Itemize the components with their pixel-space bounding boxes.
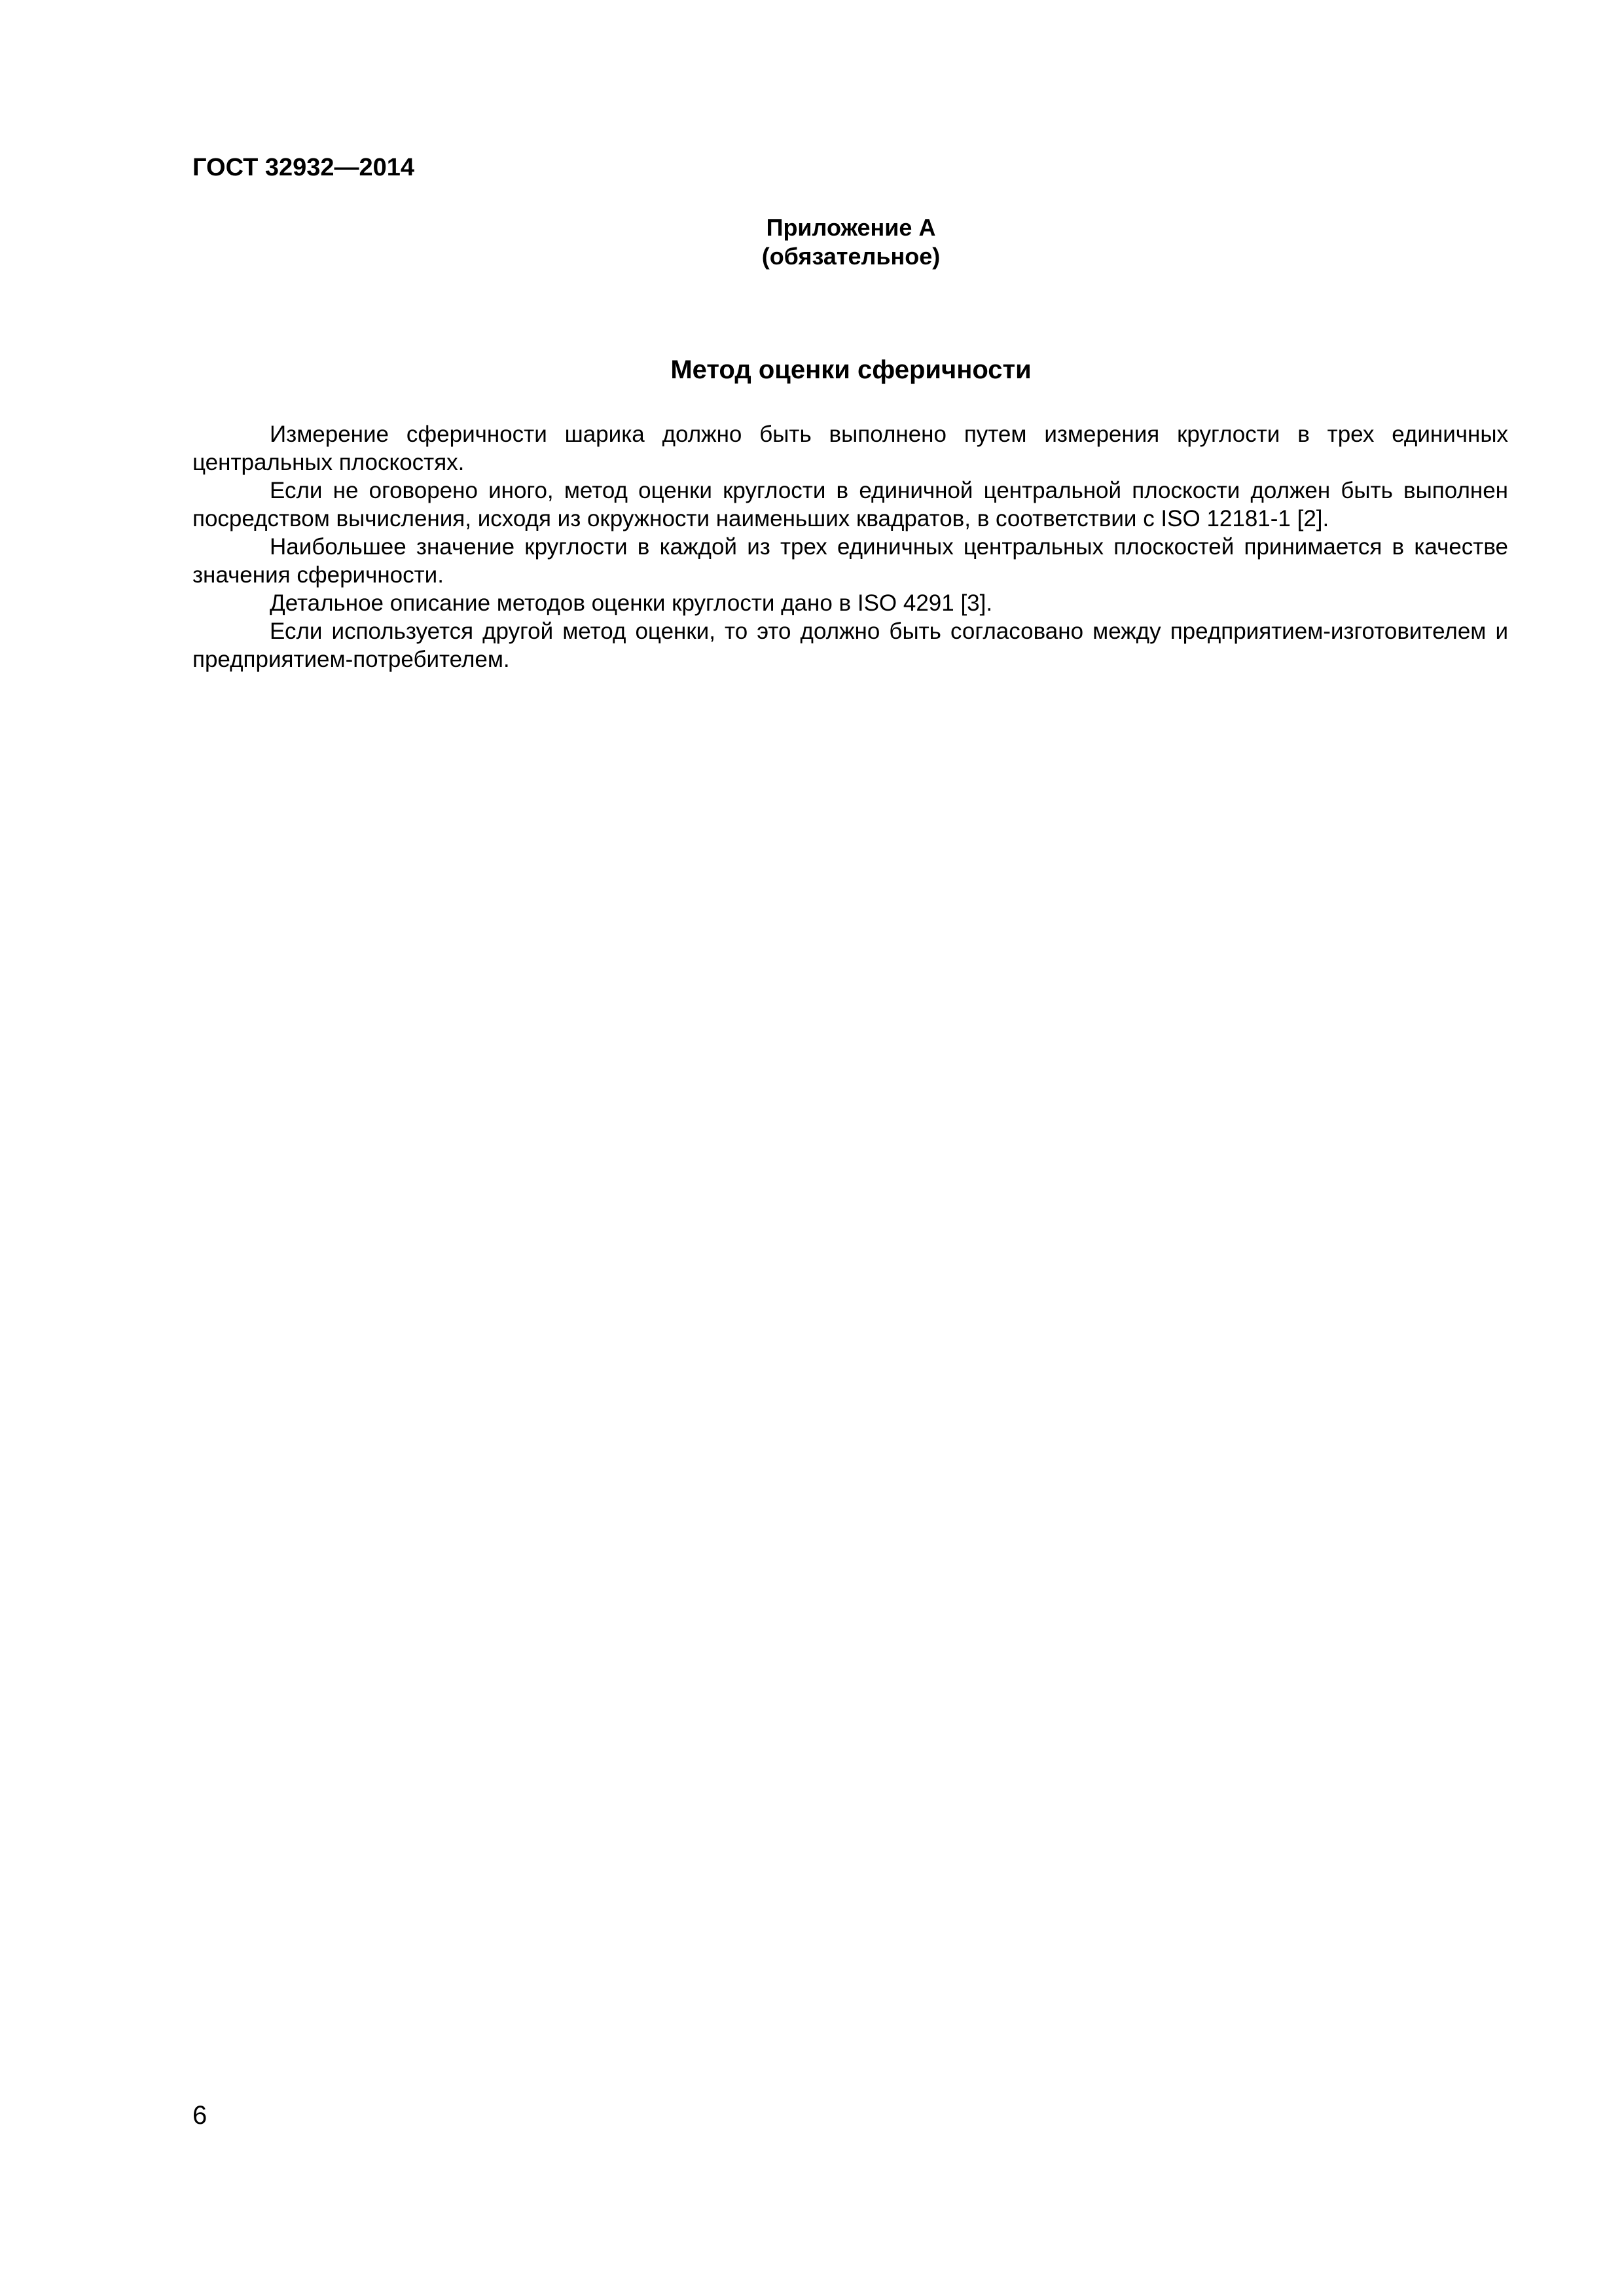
paragraph: Если используется другой метод оценки, то это должно быть согласовано между предприятием-изготовителем и предприятием-потребителем. — [192, 619, 1508, 672]
paragraph: Наибольшее значение круглости в каждой из трех единичных центральных плоскостей принимается в качестве значения сферичности. — [192, 534, 1508, 588]
page-number: 6 — [192, 2101, 208, 2130]
paragraph: Если не оговорено иного, метод оценки круглости в единичной центральной плоскости должен быть выполнен посредством вычисления, исходя из окружности наименьших квадратов, в соответствии с ISO 12181-1 [2]. — [192, 478, 1508, 531]
paragraph: Измерение сферичности шарика должно быть выполнено путем измерения круглости в трех единичных центральных плоскостях. — [192, 422, 1508, 475]
annex-heading — [589, 213, 1113, 271]
paragraph: Детальное описание методов оценки круглости дано в ISO 4291 [3]. — [270, 590, 993, 616]
body-text — [192, 420, 1508, 673]
document-code: ГОСТ 32932—2014 — [192, 154, 415, 181]
annex-status: (обязательное) — [761, 243, 941, 270]
section-title: Метод оценки сферичности — [670, 355, 1032, 384]
annex-title: Приложение А — [766, 214, 936, 241]
